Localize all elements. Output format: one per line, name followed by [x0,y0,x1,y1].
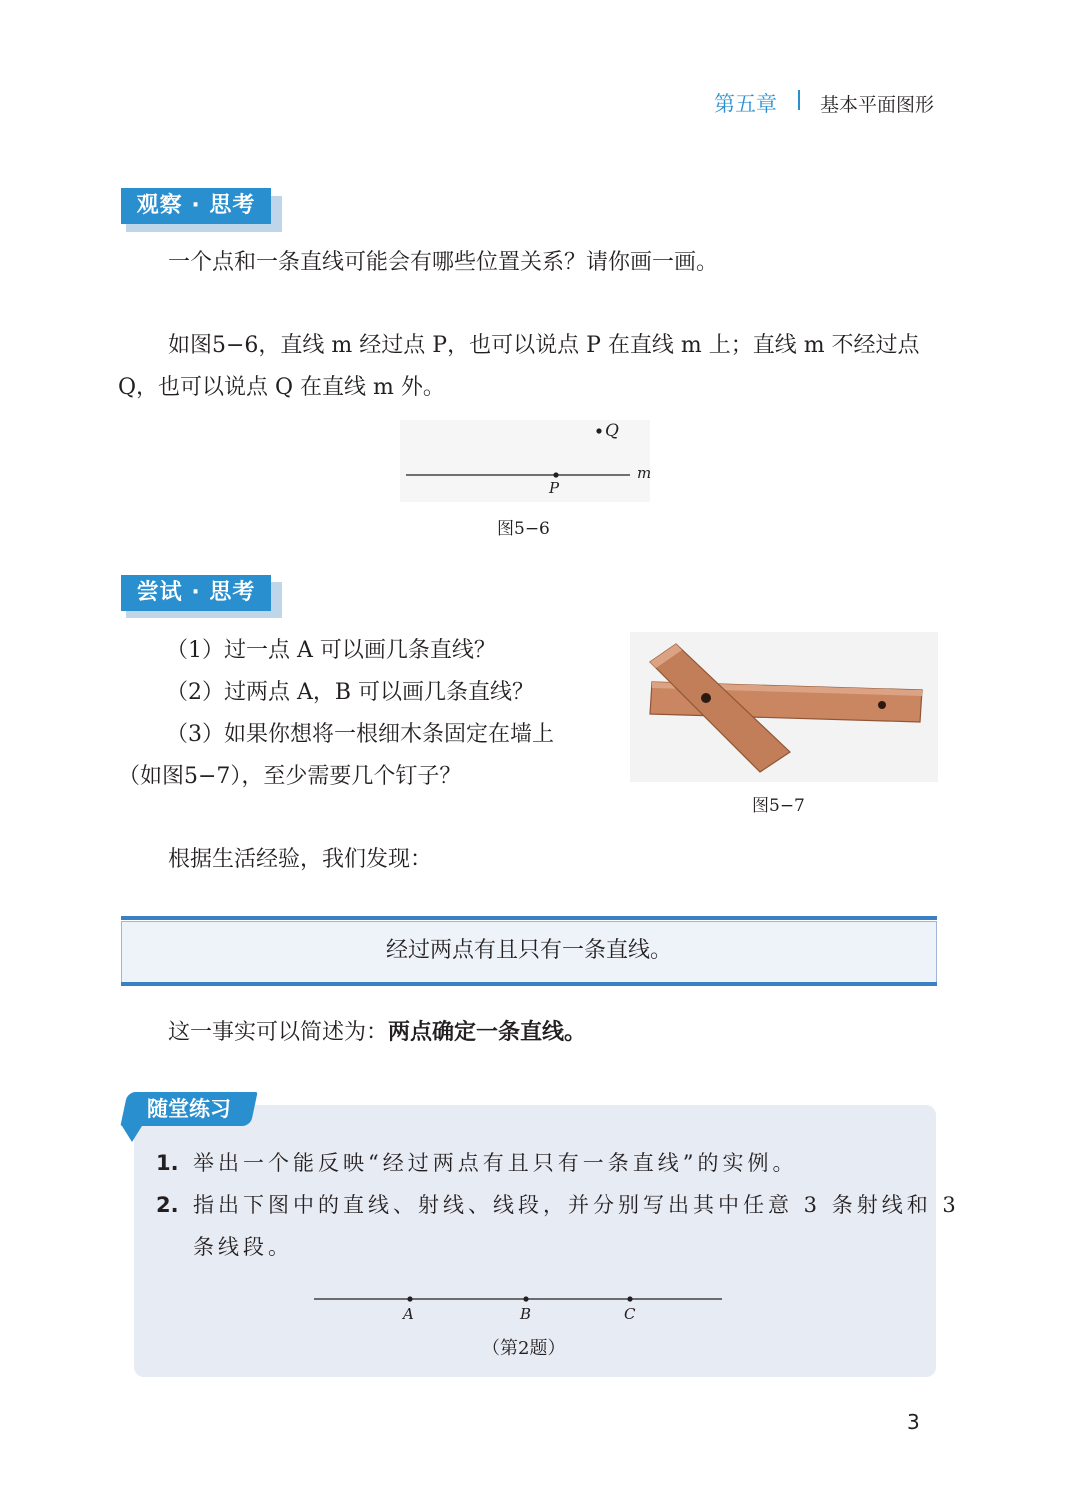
label-p: P [549,479,560,497]
observe-explain-line1: 如图5−6，直线 m 经过点 P，也可以说点 P 在直线 m 上；直线 m 不经过点 [168,333,920,358]
definition-bar-top [121,916,937,920]
label-b: B [520,1305,532,1323]
definition-bar-bottom [121,982,937,986]
try-question-2: （2）过两点 A，B 可以画几条直线？ [166,680,535,705]
point-q [596,428,601,433]
figure-5-7-caption: 图5−7 [752,796,805,816]
label-c: C [624,1305,636,1323]
point-c [627,1296,632,1301]
chapter-title: 第五章 [714,92,777,116]
finding-text: 根据生活经验，我们发现： [168,847,433,872]
figure-5-7 [630,632,938,782]
label-m: m [637,464,652,482]
practice-tag-label: 随堂练习 [147,1097,231,1121]
point-b [523,1296,528,1301]
figure-5-6-caption: 图5−6 [497,519,550,539]
point-a [407,1296,412,1301]
observe-tag: 观察 · 思考 [121,188,271,224]
point-p [553,472,558,477]
practice-tag-pointer [122,1126,142,1142]
figure-5-6 [400,420,670,502]
summary [168,1012,586,1054]
practice-figure [312,1290,726,1310]
label-q: Q [605,421,619,441]
try-tag: 尝试 · 思考 [121,575,271,611]
observe-question: 一个点和一条直线可能会有哪些位置关系？请你画一画。 [168,250,719,275]
nail-hole-center [701,693,711,703]
summary-prefix: 这一事实可以简述为： [168,1020,389,1045]
header-separator [798,90,800,110]
practice-item-2-line2: 条线段。 [193,1235,293,1259]
chapter-topic: 基本平面图形 [820,94,935,116]
summary-bold: 两点确定一条直线。 [388,1020,587,1045]
try-question-1: （1）过一点 A 可以画几条直线？ [166,638,496,663]
try-question-3-line1: （3）如果你想将一根细木条固定在墙上 [166,722,554,747]
practice-tag [120,1092,257,1126]
try-question-3-line2: （如图5−7），至少需要几个钉子？ [118,764,462,789]
practice-item-2-line1: 指出下图中的直线、射线、线段，并分别写出其中任意 3 条射线和 3 [193,1193,960,1217]
label-a: A [403,1305,414,1323]
page-number: 3 [907,1410,920,1434]
definition-text: 经过两点有且只有一条直线。 [385,938,672,963]
practice-figure-caption: （第2题） [482,1338,566,1359]
practice-item-2-number: 2. [156,1193,179,1217]
practice-item-1: 举出一个能反映“经过两点有且只有一条直线”的实例。 [193,1151,798,1175]
practice-item-1-number: 1. [156,1151,179,1175]
observe-explain-line2: Q，也可以说点 Q 在直线 m 外。 [118,375,445,400]
nail-hole-right [878,701,886,709]
